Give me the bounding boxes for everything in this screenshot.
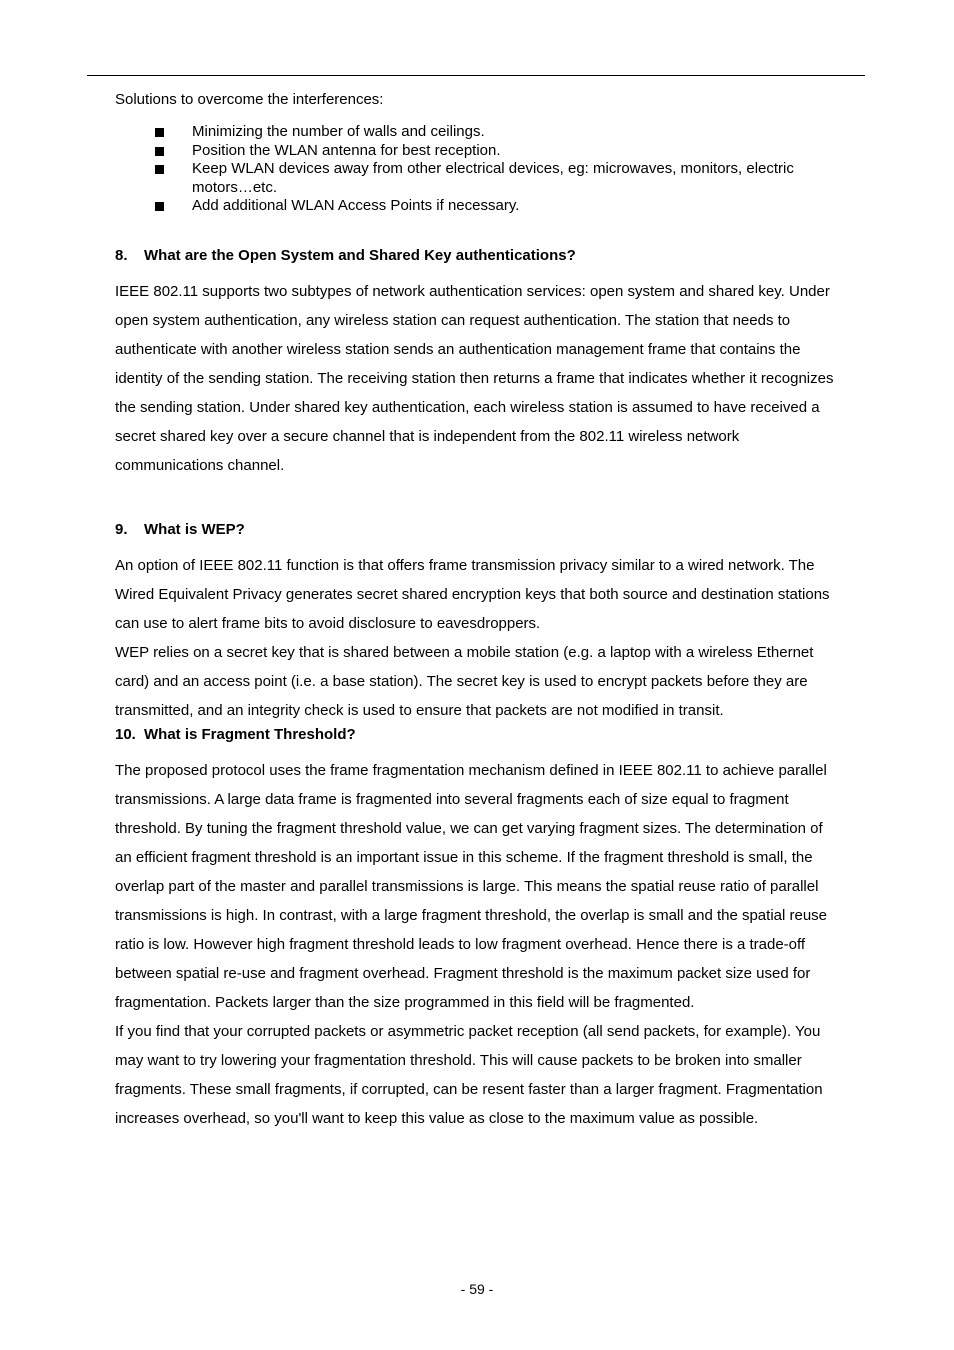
list-item-text: Keep WLAN devices away from other electrical devices, eg: microwaves, monitors, electric motors…etc. (192, 160, 794, 196)
intro-text: Solutions to overcome the interferences: (115, 91, 384, 108)
section-paragraph: If you find that your corrupted packets or asymmetric packet reception (all send packets, for example). You may want to try lowering your fragmentation threshold. This will cause packets to be broken into smaller fragments. These small fragments, if corrupted, can be resent faster than a larger fragment. Fragmentation increases overhead, so you'll want to keep this value as close to the maximum value as possible. (115, 1022, 823, 1127)
list-item-text: Position the WLAN antenna for best reception. (192, 141, 501, 159)
list-item (115, 197, 841, 216)
header-rule (87, 75, 865, 76)
page-content (115, 90, 841, 1133)
list-item (115, 123, 841, 142)
section-paragraph: The proposed protocol uses the frame fragmentation mechanism defined in IEEE 802.11 to achieve parallel transmissions. A large data frame is fragmented into several fragments each of size equal to fragment threshold. By tuning the fragment threshold value, we can get varying fragment sizes. The determination of an efficient fragment threshold is an important issue in this scheme. If the fragment threshold is small, the overlap part of the master and parallel transmissions is large. This means the spatial reuse ratio of parallel transmissions is high. In contrast, with a large fragment threshold, the overlap is small and the spatial reuse ratio is low. However high fragment threshold leads to low fragment overhead. Hence there is a trade-off between spatial re-use and fragment overhead. Fragment threshold is the maximum packet size used for fragmentation. Packets larger than the size programmed in this field will be fragmented. (115, 761, 828, 1011)
section-heading (115, 520, 841, 539)
section-number: 8. (115, 246, 128, 264)
section-number: 10. (115, 725, 136, 743)
section-title: What are the Open System and Shared Key authentications? (144, 246, 576, 264)
section-paragraph: An option of IEEE 802.11 function is that offers frame transmission privacy similar to a wired network. The Wired Equivalent Privacy generates secret shared encryption keys that both source and destination stations can use to alert frame bits to avoid disclosure to eavesdroppers. (115, 556, 830, 632)
page-number: - 59 - (460, 1281, 494, 1297)
square-bullet-icon (155, 147, 164, 156)
interference-solutions-list (115, 123, 841, 216)
section-wep (115, 520, 841, 725)
square-bullet-icon (155, 128, 164, 137)
square-bullet-icon (155, 202, 164, 211)
section-paragraph: IEEE 802.11 supports two subtypes of network authentication services: open system and shared key. Under open system authentication, any wireless station can request authentication. The station that needs to authenticate with another wireless station sends an authentication management frame that contains the identity of the sending station. The receiving station then returns a frame that indicates whether it recognizes the sending station. Under shared key authentication, each wireless station is assumed to have received a secret shared key over a secure channel that is independent from the 802.11 wireless network communications channel. (115, 282, 834, 474)
section-fragment-threshold (115, 725, 841, 1133)
section-title: What is WEP? (144, 520, 245, 538)
square-bullet-icon (155, 165, 164, 174)
list-item (115, 160, 841, 197)
section-number: 9. (115, 520, 128, 538)
list-item-text: Minimizing the number of walls and ceilings. (192, 123, 485, 140)
section-heading (115, 246, 841, 265)
section-heading (115, 725, 841, 744)
list-item (115, 142, 841, 161)
section-open-system-shared-key (115, 246, 841, 480)
section-title: What is Fragment Threshold? (144, 725, 356, 743)
section-paragraph: WEP relies on a secret key that is shared between a mobile station (e.g. a laptop with a wireless Ethernet card) and an access point (i.e. a base station). The secret key is used to encrypt packets before they are transmitted, and an integrity check is used to ensure that packets are not modified in transit. (115, 643, 814, 719)
list-item-text: Add additional WLAN Access Points if necessary. (192, 197, 520, 214)
